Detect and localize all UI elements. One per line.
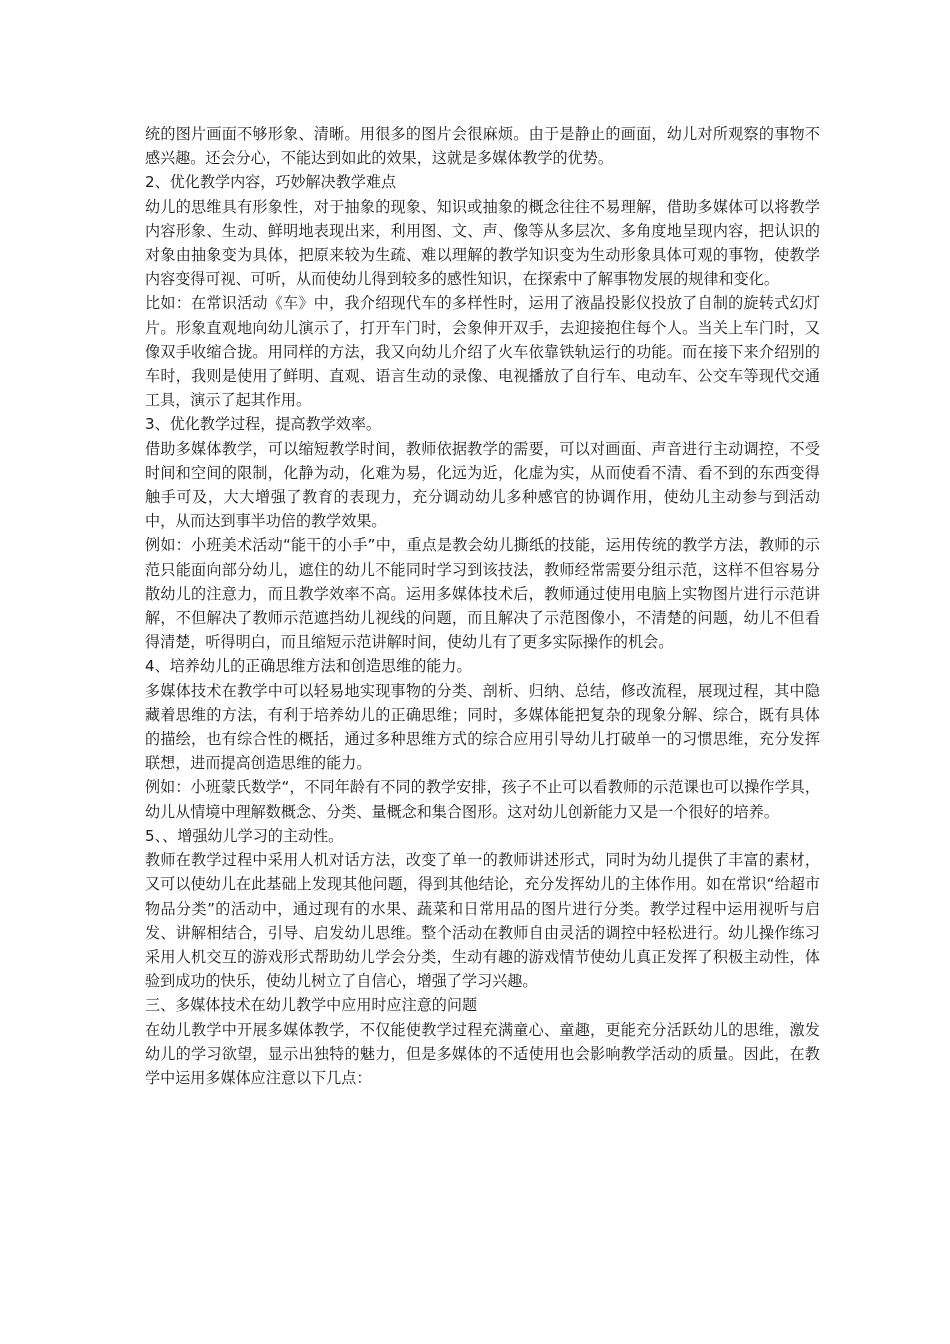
chapter-heading-3: 三、多媒体技术在幼儿教学中应用时应注意的问题 xyxy=(145,996,478,1015)
paragraph-9: 在幼儿教学中开展多媒体教学，不仅能使教学过程充满童心、童趣，更能充分活跃幼儿的思维，激发幼儿的学习欲望，显示出独特的魅力，但是多媒体的不适使用也会影响教学活动的质量。因此，在教学中运用多媒体应注意以下几点： xyxy=(145,1020,820,1087)
section-heading-4: 4、培养幼儿的正确思维方法和创造思维的能力。 xyxy=(145,657,472,676)
paragraph-1: 统的图片画面不够形象、清晰。用很多的图片会很麻烦。由于是静止的画面，幼儿对所观察的事物不感兴趣。还会分心，不能达到如此的效果，这就是多媒体教学的优势。 xyxy=(145,125,820,168)
section-heading-3: 3、优化教学过程，提高教学效率。 xyxy=(145,415,382,434)
paragraph-2: 幼儿的思维具有形象性，对于抽象的现象、知识或抽象的概念往往不易理解，借助多媒体可以将教学内容形象、生动、鲜明地表现出来，利用图、文、声、像等从多层次、多角度地呈现内容，把认识的对象由抽象变为具体，把原来较为生疏、难以理解的教学知识变为生动形象具体可观的事物，使教学内容变得可视、可听，从而使幼儿得到较多的感性知识，在探索中了解事物发展的规律和变化。 xyxy=(145,197,820,289)
section-heading-2: 2、优化教学内容，巧妙解决教学难点 xyxy=(145,173,397,192)
paragraph-6: 多媒体技术在教学中可以轻易地实现事物的分类、剖析、归纳、总结，修改流程，展现过程，其中隐藏着思维的方法，有利于培养幼儿的正确思维；同时，多媒体能把复杂的现象分解、综合，既有具体的描绘，也有综合性的概括，通过多种思维方式的综合应用引导幼儿打破单一的习惯思维，充分发挥联想，进而提高创造思维的能力。 xyxy=(145,681,820,773)
section-heading-5: 5、、增强幼儿学习的主动性。 xyxy=(145,826,344,845)
paragraph-4: 借助多媒体教学，可以缩短教学时间，教师依据教学的需要，可以对画面、声音进行主动调控，不受时间和空间的限制，化静为动，化难为易，化远为近，化虚为实，从而使看不清、看不到的东西变得触手可及，大大增强了教育的表现力，充分调动幼儿多种感官的协调作用，使幼儿主动参与到活动中，从而达到事半功倍的教学效果。 xyxy=(145,439,820,531)
paragraph-8: 教师在教学过程中采用人机对话方法，改变了单一的教师讲述形式，同时为幼儿提供了丰富的素材，又可以使幼儿在此基础上发现其他问题，得到其他结论，充分发挥幼儿的主体作用。如在常识“给超市物品分类”的活动中，通过现有的水果、蔬菜和日常用品的图片进行分类。教学过程中运用视听与启发、讲解相结合，引导、启发幼儿思维。整个活动在教师自由灵活的调控中轻松进行。幼儿操作练习采用人机交互的游戏形式帮助幼儿学会分类，生动有趣的游戏情节使幼儿真正发挥了积极主动性，体验到成功的快乐，使幼儿树立了自信心，增强了学习兴趣。 xyxy=(145,851,820,991)
paragraph-3: 比如：在常识活动《车》中，我介绍现代车的多样性时，运用了液晶投影仪投放了自制的旋转式幻灯片。形象直观地向幼儿演示了，打开车门时，会象伸开双手，去迎接抱住每个人。当关上车门时，又像双手收缩合拢。用同样的方法，我又向幼儿介绍了火车依靠铁轨运行的功能。而在接下来介绍别的车时，我则是使用了鲜明、直观、语言生动的录像、电视播放了自行车、电动车、公交车等现代交通工具，演示了起其作用。 xyxy=(145,294,820,410)
paragraph-7: 例如：小班蒙氏数学“，不同年龄有不同的教学安排，孩子不止可以看教师的示范课也可以操作学具，幼儿从情境中理解数概念、分类、量概念和集合图形。这对幼儿创新能力又是一个很好的培养。 xyxy=(145,778,820,821)
paragraph-5: 例如：小班美术活动“能干的小手”中，重点是教会幼儿撕纸的技能，运用传统的教学方法，教师的示范只能面向部分幼儿，遮住的幼儿不能同时学习到该技法，教师经常需要分组示范，这样不但容易分散幼儿的注意力，而且教学效率不高。运用多媒体技术后，教师通过使用电脑上实物图片进行示范讲解，不但解决了教师示范遮挡幼儿视线的问题，而且解决了示范图像小，不清楚的问题，幼儿不但看得清楚，听得明白，而且缩短示范讲解时间，使幼儿有了更多实际操作的机会。 xyxy=(145,536,820,652)
